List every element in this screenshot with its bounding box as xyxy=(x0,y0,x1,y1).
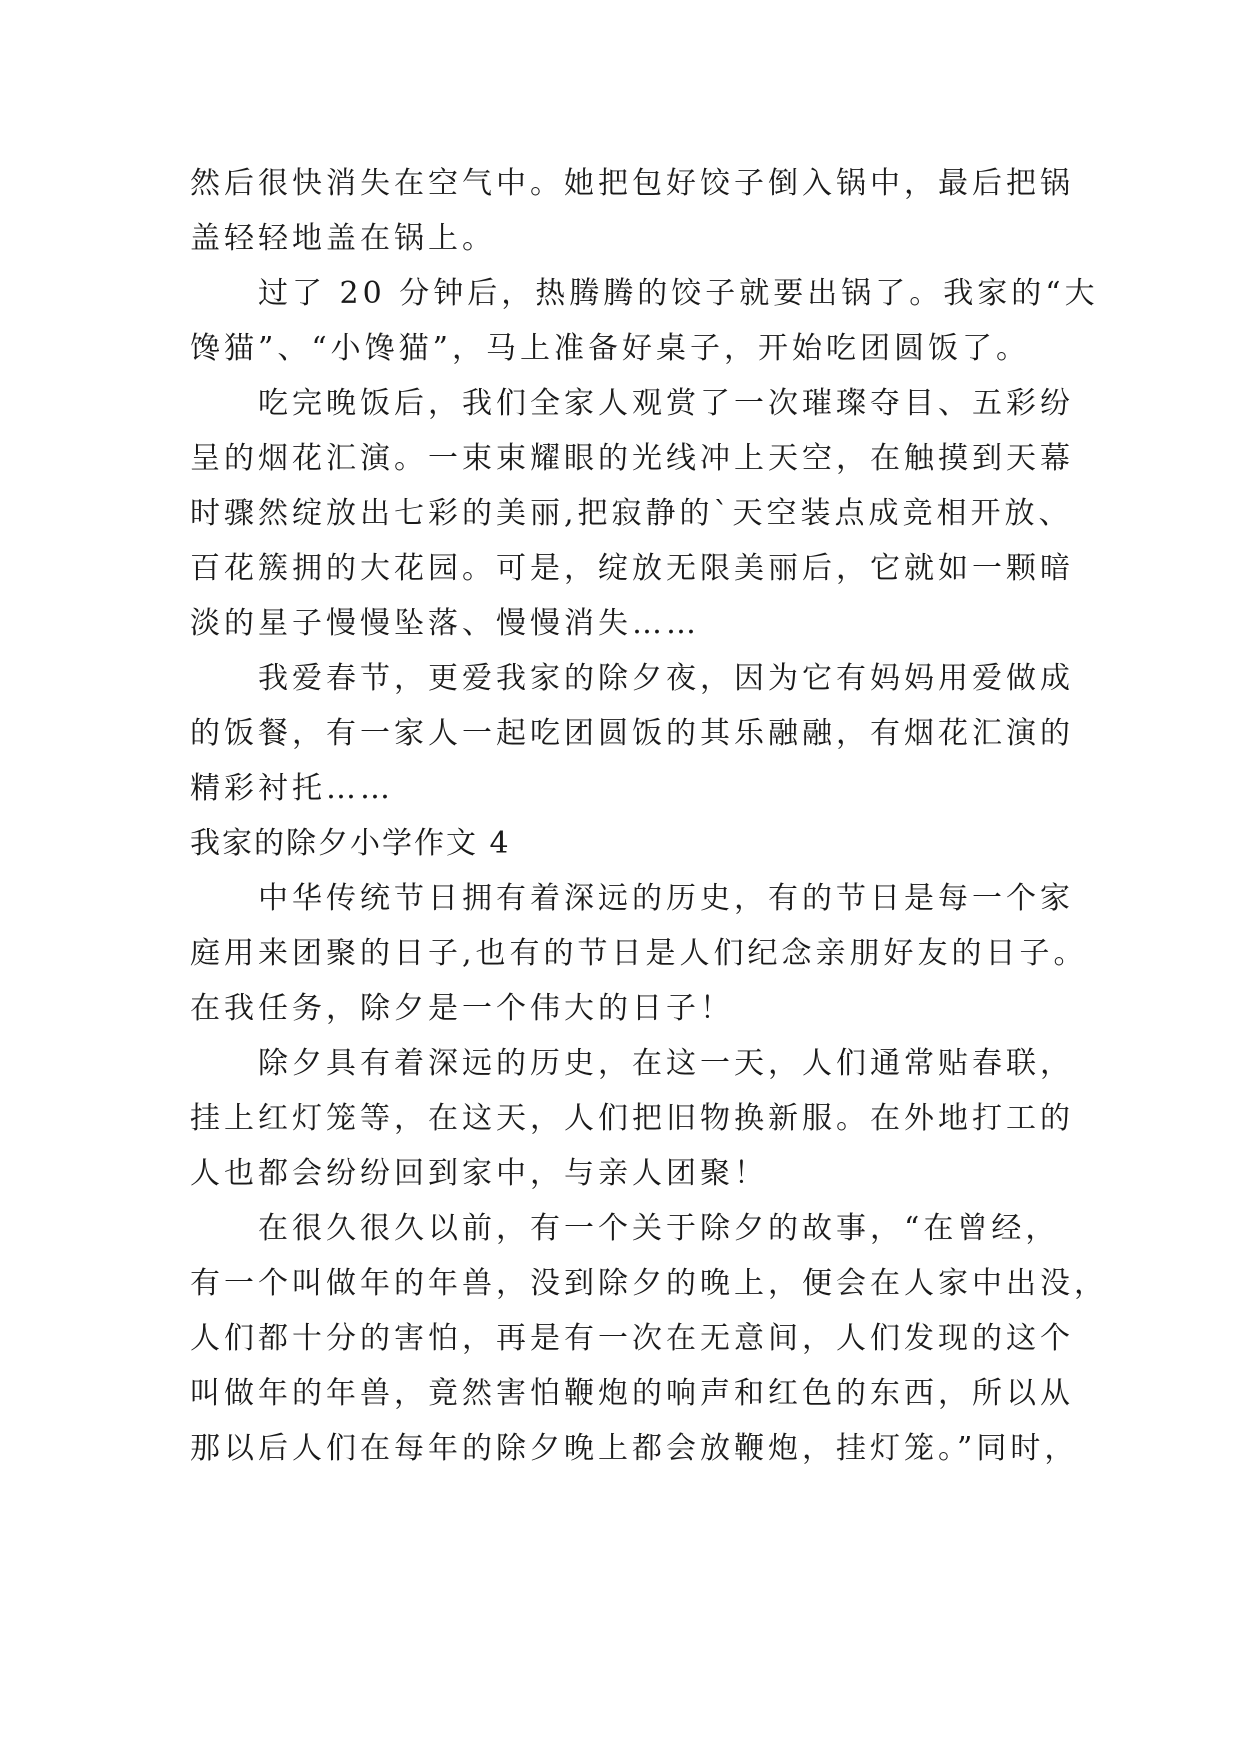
paragraph-start-line: 我爱春节，更爱我家的除夕夜，因为它有妈妈用爱做成 xyxy=(258,661,1074,696)
text-line: 百花簇拥的大花园。可是，绽放无限美丽后，它就如一颗暗 xyxy=(190,551,1074,586)
text-line: 馋猫”、“小馋猫”，马上准备好桌子，开始吃团圆饭了。 xyxy=(190,331,1031,366)
text-line: 呈的烟花汇演。一束束耀眼的光线冲上天空，在触摸到天幕 xyxy=(190,441,1074,476)
text-line: 人们都十分的害怕，再是有一次在无意间，人们发现的这个 xyxy=(190,1321,1074,1356)
paragraph-start-line: 过了 20 分钟后，热腾腾的饺子就要出锅了。我家的“大 xyxy=(258,276,1099,311)
text-line: 精彩衬托…… xyxy=(190,771,394,806)
text-line: 叫做年的年兽，竟然害怕鞭炮的响声和红色的东西，所以从 xyxy=(190,1376,1074,1411)
text-line: 时骤然绽放出七彩的美丽,把寂静的`天空装点成竞相开放、 xyxy=(190,496,1073,531)
text-line: 那以后人们在每年的除夕晚上都会放鞭炮，挂灯笼。”同时， xyxy=(190,1431,1079,1466)
paragraph-start-line: 在很久很久以前，有一个关于除夕的故事，“在曾经， xyxy=(258,1211,1060,1246)
text-line: 挂上红灯笼等，在这天，人们把旧物换新服。在外地打工的 xyxy=(190,1101,1074,1136)
text-line: 在我任务，除夕是一个伟大的日子！ xyxy=(190,991,734,1026)
text-line: 人也都会纷纷回到家中，与亲人团聚！ xyxy=(190,1156,768,1191)
article-body xyxy=(190,156,1108,1476)
text-line: 淡的星子慢慢坠落、慢慢消失…… xyxy=(190,606,700,641)
text-line: 有一个叫做年的年兽，没到除夕的晚上，便会在人家中出没， xyxy=(190,1266,1108,1301)
paragraph-start-line: 吃完晚饭后，我们全家人观赏了一次璀璨夺目、五彩纷 xyxy=(258,386,1074,421)
text-line: 的饭餐，有一家人一起吃团圆饭的其乐融融，有烟花汇演的 xyxy=(190,716,1074,751)
section-heading: 我家的除夕小学作文 4 xyxy=(190,826,511,861)
text-line: 庭用来团聚的日子,也有的节日是人们纪念亲朋好友的日子。 xyxy=(190,936,1088,971)
paragraph-start-line: 中华传统节日拥有着深远的历史，有的节日是每一个家 xyxy=(258,881,1074,916)
paragraph-start-line: 除夕具有着深远的历史，在这一天，人们通常贴春联， xyxy=(258,1046,1074,1081)
text-line: 然后很快消失在空气中。她把包好饺子倒入锅中，最后把锅 xyxy=(190,166,1074,201)
text-line: 盖轻轻地盖在锅上。 xyxy=(190,221,496,256)
